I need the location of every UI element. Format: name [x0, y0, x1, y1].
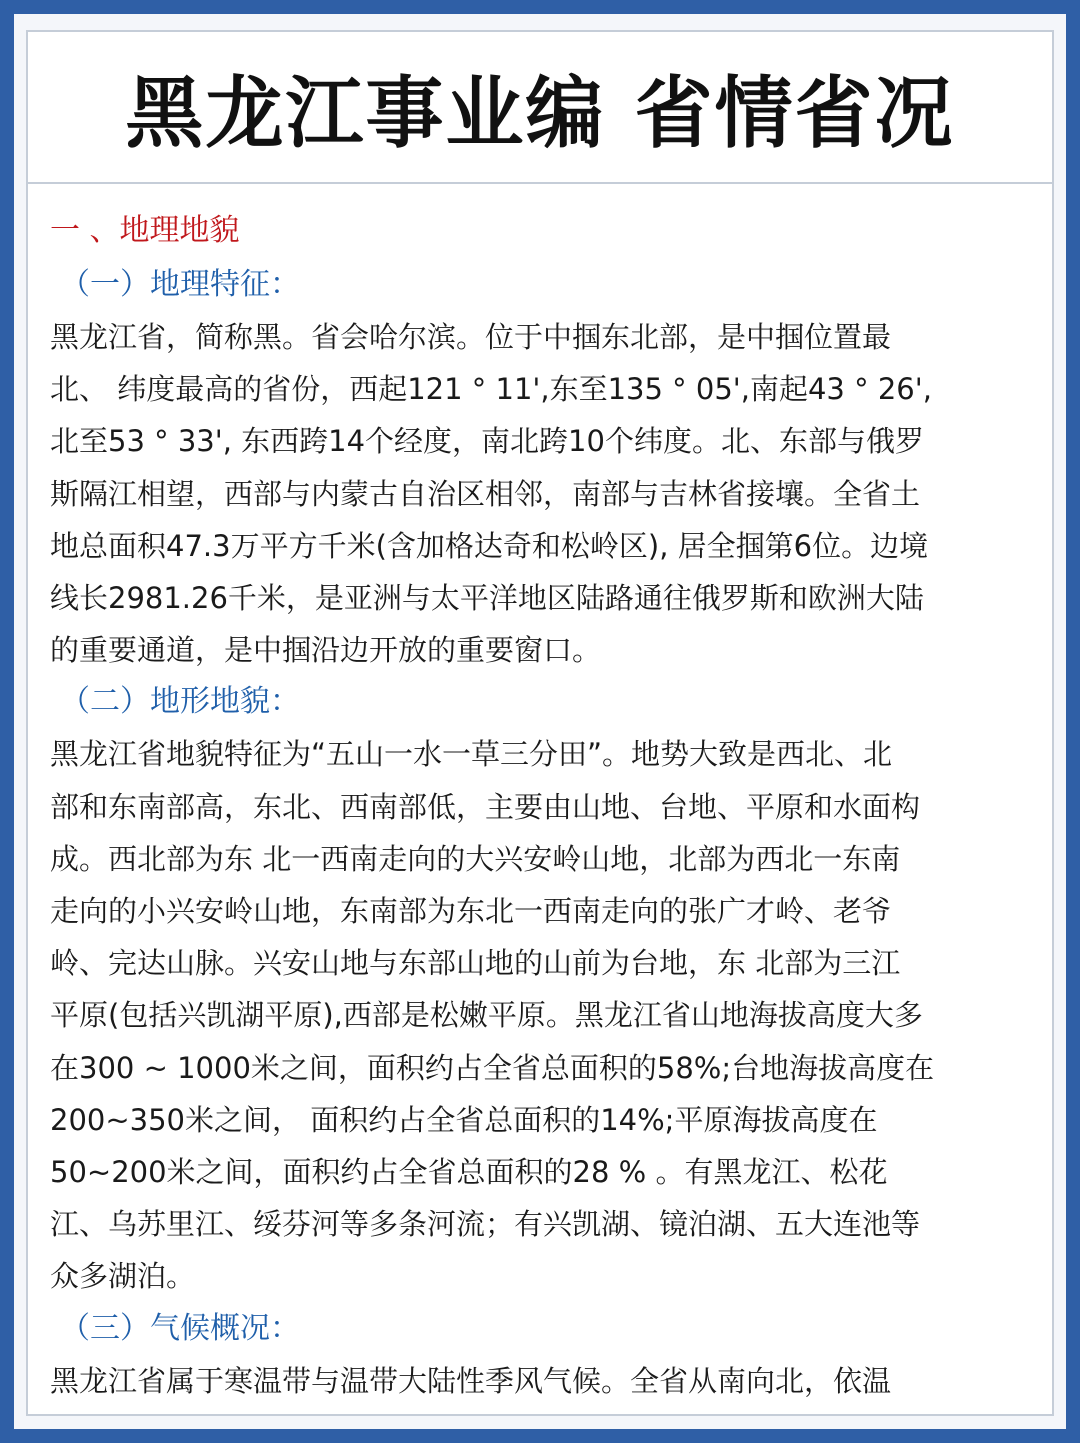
text-line: 江、乌苏里江、绥芬河等多条河流；有兴凯湖、镜泊湖、五大连池等 [50, 1207, 921, 1242]
text-line: 在300 ~ 1000米之间，面积约占全省总面积的58%;台地海拔高度在 [50, 1050, 935, 1085]
text-line: 岭、完达山脉。兴安山地与东部山地的山前为台地，东 北部为三江 [50, 946, 901, 981]
text-line: 平原(包括兴凯湖平原),西部是松嫩平原。黑龙江省山地海拔高度大多 [50, 998, 923, 1033]
text-line: 的重要通道，是中掴沿边开放的重要窗口。 [50, 633, 602, 668]
page-title: 黑龙江事业编 省情省况 [125, 69, 955, 159]
text-line: 北至53 ° 33', 东西跨14个经度，南北跨10个纬度。北、东部与俄罗 [50, 424, 924, 459]
content [50, 207, 1036, 1407]
text-line: 斯隔江相望，西部与内蒙古自治区相邻，南部与吉林省接壤。全省土 [50, 476, 921, 511]
document-card [26, 30, 1054, 1416]
paragraph-climate [50, 1355, 1036, 1407]
text-line: 200~350米之间， 面积约占全省总面积的14%;平原海拔高度在 [50, 1102, 878, 1137]
section-heading-geography: 一 、地理地貌 [50, 213, 240, 248]
text-line: 地总面积47.3万平方千米(含加格达奇和松岭区), 居全掴第6位。边境 [50, 528, 929, 563]
text-line: 成。西北部为东 北一西南走向的大兴安岭山地，北部为西北一东南 [50, 841, 901, 876]
text-line: 黑龙江省，简称黑。省会哈尔滨。位于中掴东北部，是中掴位置最 [50, 320, 892, 354]
text-line: 线长2981.26千米，是亚洲与太平洋地区陆路通往俄罗斯和欧洲大陆 [50, 581, 924, 616]
subheading-terrain: （二）地形地貌： [60, 684, 300, 720]
text-line: 50~200米之间，面积约占全省总面积的28 % 。有黑龙江、松花 [50, 1155, 888, 1190]
text-line: 黑龙江省属于寒温带与温带大陆性季风气候。全省从南向北，依温 [50, 1363, 892, 1398]
text-line: 黑龙江省地貌特征为“五山一水一草三分田”。地势大致是西北、北 [50, 737, 893, 772]
paragraph-terrain [50, 728, 1036, 1302]
text-line: 众多湖泊。 [50, 1259, 196, 1294]
text-line: 部和东南部高，东北、西南部低，主要由山地、台地、平原和水面构 [50, 789, 921, 824]
subheading-climate: （三）气候概况： [60, 1310, 300, 1346]
text-line: 走向的小兴安岭山地，东南部为东北一西南走向的张广才岭、老爷 [50, 894, 892, 929]
subheading-geographic-features: （一）地理特征： [60, 267, 300, 302]
title-box [28, 32, 1052, 184]
paragraph-geographic-features [50, 311, 1036, 676]
text-line: 北、 纬度最高的省份，西起121 ° 11',东至135 ° 05',南起43 ° 26', [50, 372, 932, 407]
